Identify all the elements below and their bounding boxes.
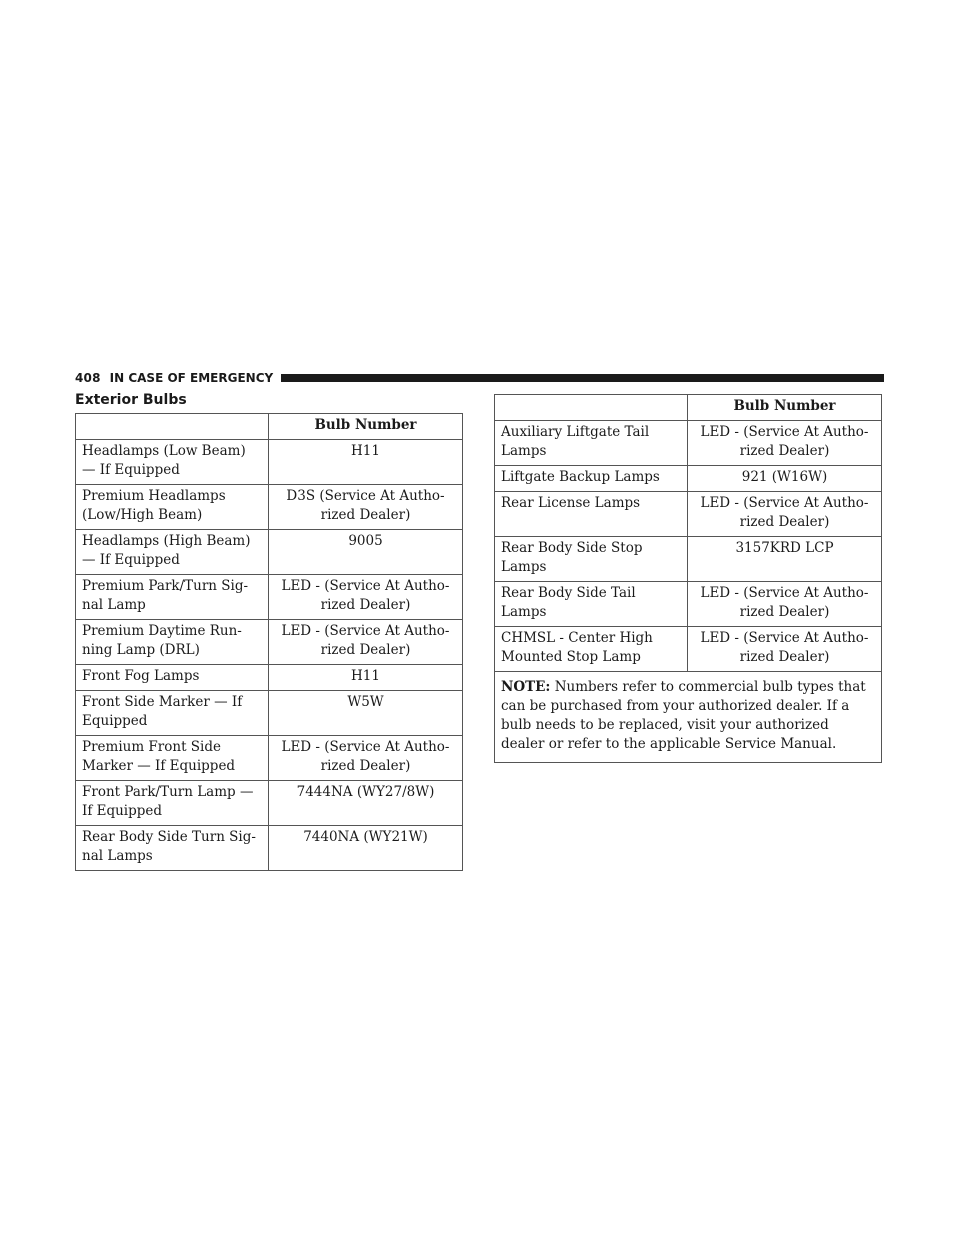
- table-row: [495, 466, 882, 492]
- lamp-name-cell: CHMSL - Center High Mounted Stop Lamp: [495, 627, 688, 672]
- table-row: [495, 627, 882, 672]
- lamp-name-cell: Premium Front Side Marker — If Equipped: [76, 736, 269, 781]
- table-row: [76, 440, 463, 485]
- bulb-number-cell: 7440NA (WY21W): [269, 826, 463, 871]
- bulb-number-cell: 3157KRD LCP: [688, 537, 882, 582]
- section-label: IN CASE OF EMERGENCY: [109, 371, 274, 385]
- column-header-bulb-number: Bulb Number: [269, 414, 463, 440]
- table-header-row: [495, 395, 882, 421]
- lamp-name-cell: Front Park/Turn Lamp — If Equipped: [76, 781, 269, 826]
- bulb-number-cell: LED - (Service At Autho- rized Dealer): [269, 736, 463, 781]
- bulb-number-cell: LED - (Service At Autho- rized Dealer): [269, 620, 463, 665]
- table-header-row: [76, 414, 463, 440]
- page-header: [75, 370, 884, 386]
- lamp-name-cell: Premium Park/Turn Sig- nal Lamp: [76, 575, 269, 620]
- lamp-name-cell: Liftgate Backup Lamps: [495, 466, 688, 492]
- lamp-name-cell: Rear Body Side Turn Sig- nal Lamps: [76, 826, 269, 871]
- lamp-name-cell: Premium Daytime Run- ning Lamp (DRL): [76, 620, 269, 665]
- bulb-number-cell: LED - (Service At Autho- rized Dealer): [269, 575, 463, 620]
- bulb-number-cell: LED - (Service At Autho- rized Dealer): [688, 582, 882, 627]
- header-rule: [281, 374, 884, 382]
- exterior-bulbs-table-left: [75, 413, 463, 871]
- header-blank-cell: [76, 414, 269, 440]
- note-text: Numbers refer to commercial bulb types that can be purchased from your authorized dealer. If a bulb needs to be replaced, visit your authorized dealer or refer to the applicable Service Manual.: [501, 679, 866, 752]
- note-row: [495, 672, 882, 763]
- table-row: [76, 781, 463, 826]
- bulb-number-cell: W5W: [269, 691, 463, 736]
- bulb-number-cell: H11: [269, 665, 463, 691]
- lamp-name-cell: Rear Body Side Stop Lamps: [495, 537, 688, 582]
- table-row: [76, 485, 463, 530]
- bulb-number-cell: H11: [269, 440, 463, 485]
- lamp-name-cell: Headlamps (High Beam) — If Equipped: [76, 530, 269, 575]
- table-row: [76, 530, 463, 575]
- table-row: [76, 691, 463, 736]
- lamp-name-cell: Premium Headlamps (Low/High Beam): [76, 485, 269, 530]
- lamp-name-cell: Auxiliary Liftgate Tail Lamps: [495, 421, 688, 466]
- note-label: NOTE:: [501, 679, 551, 695]
- lamp-name-cell: Front Side Marker — If Equipped: [76, 691, 269, 736]
- exterior-bulbs-table-right: [494, 394, 882, 763]
- table-row: [495, 492, 882, 537]
- section-title: Exterior Bulbs: [75, 392, 187, 408]
- table-row: [76, 826, 463, 871]
- table-row: [495, 582, 882, 627]
- lamp-name-cell: Rear License Lamps: [495, 492, 688, 537]
- table-row: [76, 665, 463, 691]
- bulb-number-cell: 7444NA (WY27/8W): [269, 781, 463, 826]
- bulb-number-cell: 9005: [269, 530, 463, 575]
- bulb-number-cell: 921 (W16W): [688, 466, 882, 492]
- table-row: [495, 537, 882, 582]
- table-row: [76, 575, 463, 620]
- header-blank-cell: [495, 395, 688, 421]
- column-header-bulb-number: Bulb Number: [688, 395, 882, 421]
- note-cell: [495, 672, 882, 763]
- table-row: [495, 421, 882, 466]
- lamp-name-cell: Headlamps (Low Beam) — If Equipped: [76, 440, 269, 485]
- bulb-number-cell: LED - (Service At Autho- rized Dealer): [688, 421, 882, 466]
- bulb-number-cell: D3S (Service At Autho- rized Dealer): [269, 485, 463, 530]
- lamp-name-cell: Rear Body Side Tail Lamps: [495, 582, 688, 627]
- table-row: [76, 736, 463, 781]
- bulb-number-cell: LED - (Service At Autho- rized Dealer): [688, 627, 882, 672]
- bulb-number-cell: LED - (Service At Autho- rized Dealer): [688, 492, 882, 537]
- table-row: [76, 620, 463, 665]
- lamp-name-cell: Front Fog Lamps: [76, 665, 269, 691]
- page-number: 408: [75, 371, 101, 385]
